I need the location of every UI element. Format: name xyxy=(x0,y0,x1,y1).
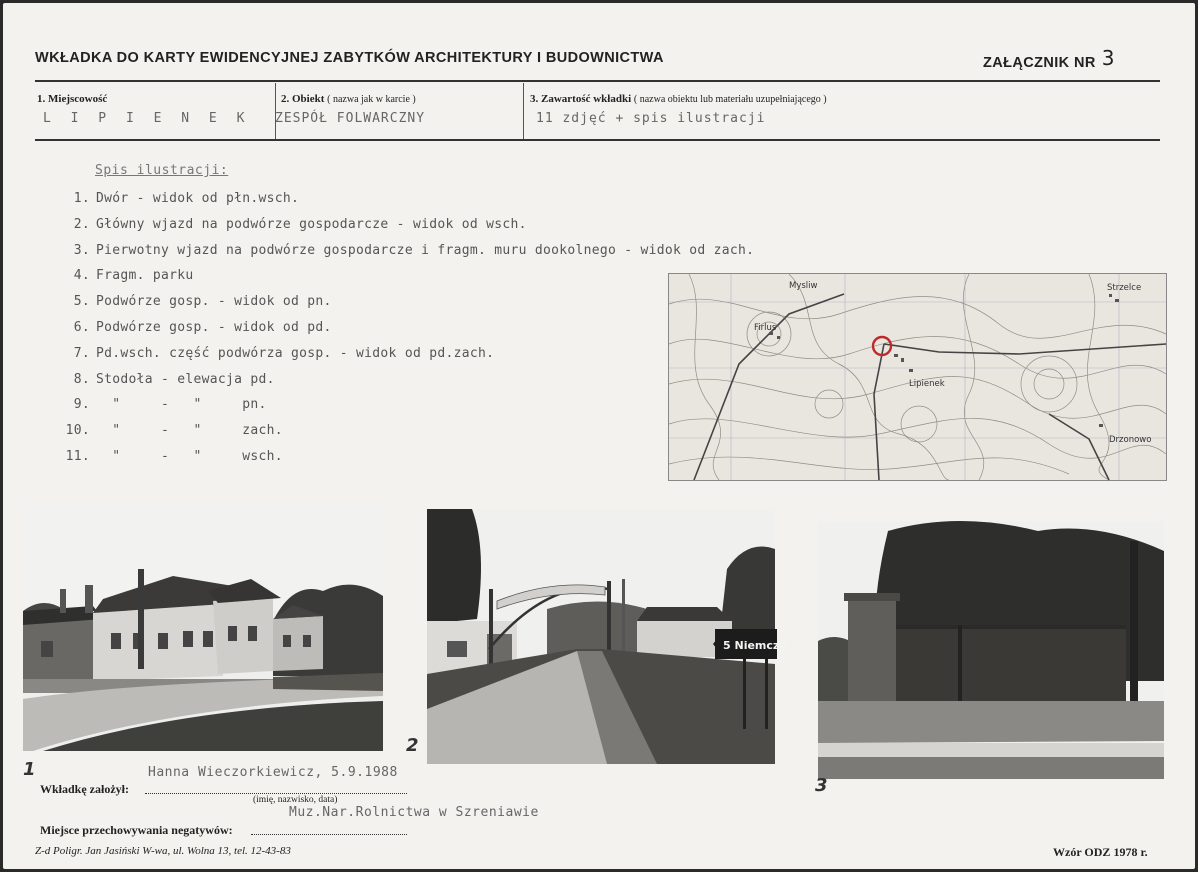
illustration-item xyxy=(73,345,495,361)
map-label-mysliw: Mysliw xyxy=(789,281,818,291)
illustration-number: 10. xyxy=(65,423,90,439)
printer-imprint: Z-d Poligr. Jan Jasiński W-wa, ul. Wolna 13, tel. 12-43-83 xyxy=(35,845,291,857)
field-contents-value: 11 zdjęć + spis ilustracji xyxy=(536,111,766,126)
illustration-item xyxy=(73,191,300,206)
illustration-number: 11. xyxy=(65,449,90,464)
map-drawing xyxy=(669,274,1166,480)
illustration-item xyxy=(65,423,283,439)
illustration-item xyxy=(73,294,332,310)
field-contents-label xyxy=(530,93,827,105)
illustration-number: 5. xyxy=(73,294,90,310)
author-hint: (imię, nazwisko, data) xyxy=(253,795,338,805)
illustration-item xyxy=(73,242,755,258)
illustration-number: 3. xyxy=(73,242,90,258)
photo-2-image xyxy=(427,509,787,764)
illustration-item xyxy=(73,216,527,232)
author-value: Hanna Wieczorkiewicz, 5.9.1988 xyxy=(148,765,398,780)
map-label-firlus: Firlus xyxy=(754,323,777,333)
photo-original-gate-wall xyxy=(818,521,1164,779)
header-top-rule xyxy=(35,80,1160,82)
field-contents-note: ( nazwa obiektu lub materiału uzupełniającego ) xyxy=(633,94,827,105)
storage-label: Miejsce przechowywania negatywów: xyxy=(40,823,233,837)
map-label-strzelce: Strzelce xyxy=(1107,283,1142,293)
topographic-map xyxy=(668,273,1167,481)
illustration-text: Fragm. parku xyxy=(96,268,194,284)
author-line xyxy=(145,793,407,794)
illustration-item xyxy=(65,449,283,464)
illustration-number: 2. xyxy=(73,216,90,232)
illustration-text: Pd.wsch. część podwórza gosp. - widok od pd.zach. xyxy=(96,345,495,361)
illustration-text: Stodoła - elewacja pd. xyxy=(96,371,275,387)
illustration-number: 8. xyxy=(73,371,90,387)
record-sheet xyxy=(3,3,1195,869)
field-contents-label-text: 3. Zawartość wkładki xyxy=(530,93,632,105)
photo-main-gate xyxy=(427,509,787,764)
field-object-value: ZESPÓŁ FOLWARCZNY xyxy=(275,111,426,126)
illustration-item xyxy=(73,320,332,335)
author-label: Wkładkę założył: xyxy=(40,782,129,796)
header-bottom-rule xyxy=(35,139,1160,141)
illustration-number: 4. xyxy=(73,268,90,284)
annex-number: 3 xyxy=(1101,46,1115,70)
map-label-lipienek: Lipienek xyxy=(909,379,945,389)
field-locality-value: L I P I E N E K xyxy=(43,111,251,126)
field-locality-label: 1. Miejscowość xyxy=(37,93,108,105)
annex-label-text: ZAŁĄCZNIK NR xyxy=(983,55,1096,71)
illustration-item xyxy=(73,268,194,284)
illustration-text: Podwórze gosp. - widok od pd. xyxy=(96,320,332,335)
road-sign-text: 5 Niemczy xyxy=(723,639,787,652)
field-object-label xyxy=(281,93,416,105)
illustration-text: Pierwotny wjazd na podwórze gospodarcze i fragm. muru dookolnego - widok od zach. xyxy=(96,242,755,258)
storage-line xyxy=(251,834,407,835)
photo-3-number: 3 xyxy=(815,775,828,796)
photo-2-number: 2 xyxy=(406,735,419,756)
illustration-text: " - " wsch. xyxy=(96,449,283,464)
illustration-item xyxy=(73,397,267,413)
field-object-label-text: 2. Obiekt xyxy=(281,93,325,105)
photo-manor-house xyxy=(23,501,383,751)
annex-label xyxy=(983,48,1115,72)
illustration-text: Główny wjazd na podwórze gospodarcze - widok od wsch. xyxy=(96,216,527,232)
form-designation: Wzór ODZ 1978 r. xyxy=(1053,845,1148,859)
field-object-note: ( nazwa jak w karcie ) xyxy=(327,94,416,105)
illustrations-heading: Spis ilustracji: xyxy=(95,163,229,178)
illustration-text: " - " zach. xyxy=(96,423,283,439)
photo-3-image xyxy=(818,521,1164,779)
illustration-text: Dwór - widok od płn.wsch. xyxy=(96,191,300,206)
illustration-number: 1. xyxy=(73,191,90,206)
storage-value: Muz.Nar.Rolnictwa w Szreniawie xyxy=(289,805,539,820)
illustration-text: " - " pn. xyxy=(96,397,267,413)
photo-1-image xyxy=(23,501,383,751)
field-divider-2 xyxy=(523,83,524,139)
photo-1-number: 1 xyxy=(23,759,36,780)
illustration-number: 7. xyxy=(73,345,90,361)
map-label-drzonowo: Drzonowo xyxy=(1109,435,1152,445)
illustration-item xyxy=(73,371,275,387)
illustration-number: 9. xyxy=(73,397,90,413)
illustration-text: Podwórze gosp. - widok od pn. xyxy=(96,294,332,310)
sheet-title: WKŁADKA DO KARTY EWIDENCYJNEJ ZABYTKÓW ARCHITEKTURY I BUDOWNICTWA xyxy=(35,50,664,66)
illustration-number: 6. xyxy=(73,320,90,335)
